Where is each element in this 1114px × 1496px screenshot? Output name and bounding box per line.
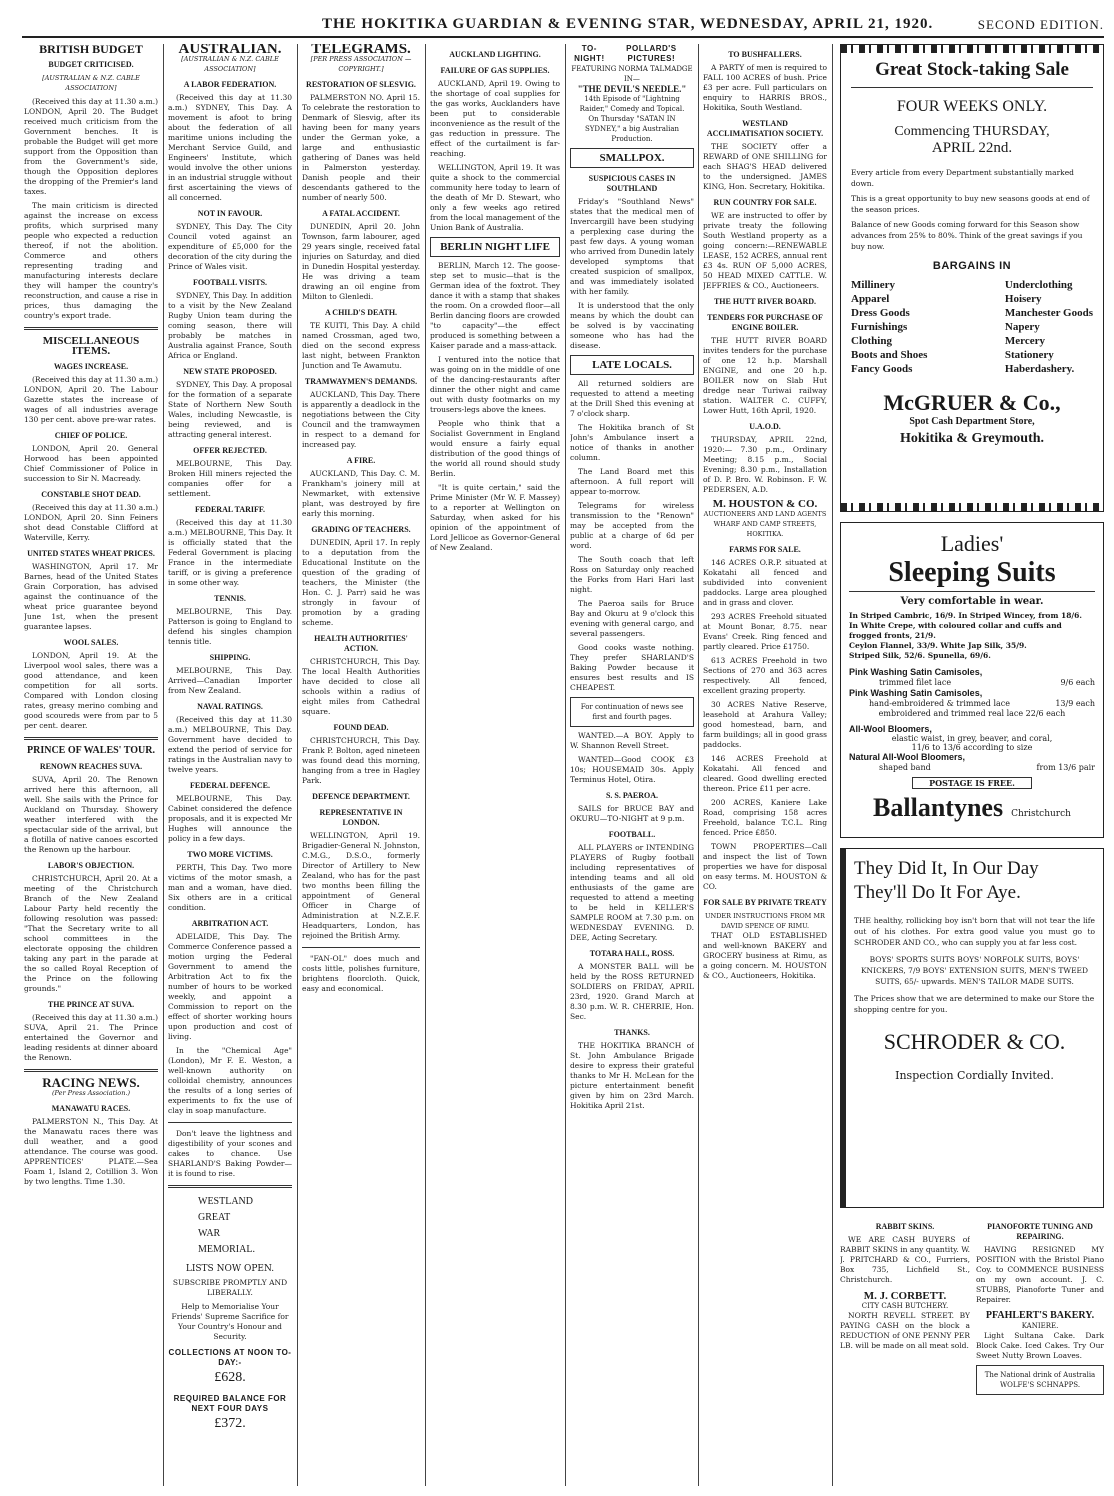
article-paragraph: SYDNEY, This Day. In addition to a visit by the New Zealand Rugby Union team during the coming season, there will probably be matches in Australia against France, South Africa or England.	[168, 291, 292, 360]
classified-ad: WE ARE CASH BUYERS of RABBIT SKINS in any quantity. W. J. PRITCHARD & CO., Furriers, Box 735, Lichfield St., Christchurch.	[840, 1235, 970, 1284]
classified-ad: SAILS for BRUCE BAY and OKURU—TO-NIGHT at 9 p.m.	[570, 804, 694, 823]
headline-smallpox: SMALLPOX.	[599, 152, 665, 164]
source-line: [PER PRESS ASSOCIATION — COPYRIGHT.]	[310, 55, 412, 73]
mcgruer-name: McGRUER & Co.,	[883, 390, 1061, 415]
article-paragraph: AUCKLAND, This Day. There is apparently a deadlock in the negotiations between the City Council and the tramwaymen in respect to a demand for increased pay.	[302, 390, 420, 449]
camisole-heading: Pink Washing Satin Camisoles,	[849, 688, 983, 698]
headline-prince-tour: PRINCE OF WALES' TOUR.	[27, 745, 155, 756]
subhead: PIANOFORTE TUNING AND REPAIRING.	[987, 1222, 1093, 1241]
thursday-line: On Thursday "SATAN IN SYDNEY," a big Australian Production.	[584, 115, 680, 143]
memorial-word: WESTLAND	[198, 1196, 253, 1207]
bargain-item: Stationery	[1004, 349, 1054, 361]
subhead: ARBITRATION ACT.	[191, 919, 269, 928]
subhead: A CHILD'S DEATH.	[324, 308, 398, 317]
article-paragraph: I ventured into the notice that was going on in the middle of one of the dancing-restaurants after dinner the other night and came out with dusty footmarks on my trousers-legs above the knees.	[430, 355, 560, 414]
classified-ad: THURSDAY, APRIL 22nd, 1920:— 7.30 p.m., Ordinary Meeting; 8.15 p.m., Social Evening; 8.30 p.m., Installation of D. P. Bro. W. Robinson. F. W. PEDERSEN, A.D.	[703, 435, 827, 494]
article-paragraph: In the "Chemical Age" (London), Mr F. E. Weston, a well-known authority on colloidal chemistry, announces the results of a long series of experiments to fix the use of clay in soap manufacture.	[168, 1046, 292, 1115]
headline-box	[570, 355, 694, 375]
camisole-price: 9/6 each	[1060, 678, 1095, 687]
classified-ad: 146 ACRES O.R.P. situated at Kokatahi all fenced and subdivided into convenient paddocks. Large area ploughed and in grass and clover.	[703, 558, 827, 607]
subhead: A FATAL ACCIDENT.	[322, 209, 400, 218]
classified-ad: WANTED—Good COOK £3 10s; HOUSEMAID 30s. Apply Terminus Hotel, Otira.	[570, 755, 694, 784]
schroder-text: The Prices show that we are determined to make our Store the shopping centre for you.	[854, 994, 1095, 1014]
classified-ad: 146 ACRES Freehold at Kokatahi. All fenced and cleared. Good dwelling erected thereon. Price £11 per acre.	[703, 754, 827, 793]
corbett-sub: CITY CASH BUTCHERY.	[861, 1302, 949, 1310]
column-rule	[565, 44, 566, 1486]
schroder-sub: Inspection Cordially Invited.	[895, 1069, 1054, 1082]
subscribe-line: SUBSCRIBE PROMPTLY AND LIBERALLY.	[172, 1278, 288, 1297]
subhead: GRADING OF TEACHERS.	[311, 525, 411, 534]
subhead: NAVAL RATINGS.	[197, 702, 263, 711]
article-paragraph: AUCKLAND, April 19. Owing to the shortage of coal supplies for the gas works, Aucklanders have been put to considerable inconvenience as the result of the gas reduction in pressure. The effect of the curtailment is far-reaching.	[430, 79, 560, 158]
private-treaty-sub: UNDER INSTRUCTIONS FROM MR DAVID SPENCE OF RIMU.	[705, 912, 825, 930]
film-title: "THE DEVIL'S NEEDLE."	[577, 84, 687, 94]
corbett-name: M. J. CORBETT.	[863, 1290, 947, 1302]
subhead: NEW STATE PROPOSED.	[183, 367, 277, 376]
schroder-text: THE healthy, rollicking boy isn't born that will not tear the life out of his clothes. For extra good value you must go to SCHRODER AND CO., who can supply you at far less cost.	[854, 916, 1095, 947]
pollard-label: POLLARD'S PICTURES!	[626, 44, 677, 63]
classified-ad: 293 ACRES Freehold situated at Mount Bonar, 8.75. near Evans' Creek. Ring fenced and partly cleared. Price £1750.	[703, 612, 827, 651]
pfahlert-name: PFAHLERT'S BAKERY.	[985, 1310, 1095, 1321]
featuring-line: FEATURING NORMA TALMADGE IN—	[571, 65, 693, 83]
price-row	[849, 677, 1095, 688]
subhead: SHIPPING.	[209, 653, 251, 662]
divider	[24, 737, 158, 740]
memorial-word: MEMORIAL.	[198, 1244, 255, 1255]
divider	[851, 87, 1093, 88]
bargain-item: Clothing	[851, 335, 892, 347]
masthead	[22, 8, 1104, 38]
bloomers-desc: 11/6 to 13/6 according to size	[911, 743, 1033, 752]
subhead: TWO MORE VICTIMS.	[187, 850, 273, 859]
article-paragraph: SYDNEY, This Day. A proposal for the formation of a separate State of Northern New South Wales, including Newcastle, is being reviewed, and is attracting general interest.	[168, 380, 292, 439]
ad-sharland: Don't leave the lightness and digestibility of your scones and cakes to chance. Use SHARLAND'S Baking Powder—it is found to rise.	[168, 1129, 292, 1178]
subhead: UNITED STATES WHEAT PRICES.	[27, 549, 155, 558]
ladies-sub: Very comfortable in wear.	[900, 596, 1044, 607]
divider	[302, 947, 420, 948]
headline-box	[430, 237, 560, 257]
subhead: FAILURE OF GAS SUPPLIES.	[440, 66, 550, 75]
memorial-help: Help to Memorialise Your Friends' Supreme Sacrifice for Your Country's Honour and Security.	[171, 1302, 289, 1341]
price-line: Striped Silk, 52/6. Spunella, 69/6.	[849, 651, 991, 660]
price-row	[849, 762, 1095, 773]
article-paragraph: (Received this day at 11.30 a.m.) MELBOURNE, This Day. Government have decided to extend the period of service for ratings in the Australian navy to twelve years.	[168, 715, 292, 774]
subhead: TO BUSHFALLERS.	[728, 50, 802, 59]
subhead: BUDGET CRITICISED.	[48, 60, 134, 69]
classified-ad: HAVING RESIGNED MY POSITION with the Bristol Piano Coy. to COMMENCE BUSINESS on my own account. J. C. STUBBS, Pianoforte Tuner and Repairer.	[976, 1245, 1104, 1304]
houston-subheading: AUCTIONEERS AND LAND AGENTS WHARF AND CAMP STREETS, HOKITIKA.	[703, 510, 827, 538]
classified-ad: WE are instructed to offer by private treaty the following South Westland property as a going concern:—RENEWABLE LEASE, 152 ACRES, annual rent £3 4s. RUN OF 5,000 ACRES, 50 HEAD MIXED CATTLE. W. JEFFRIES & CO., Auctioneers.	[703, 211, 827, 290]
subhead: MANAWATU RACES.	[51, 1104, 131, 1113]
column-rule	[832, 44, 833, 1486]
pfahlert-place: KANIERE.	[1021, 1322, 1059, 1330]
schnapps-ad: The National drink of Australia WOLFE'S SCHNAPPS.	[976, 1365, 1104, 1395]
stock-text: Every article from every Department substantially marked down.	[851, 168, 1074, 188]
classified-ad: THE HUTT RIVER BOARD invites tenders for the purchase of one 12 h.p. Marshall ENGINE, and one 20 h.p. BOILER now on Slab Hut dredge near Turiwai railway station. WALTER C. CUFFY, Lower Hutt, 16th April, 1920.	[703, 336, 827, 415]
commence-date: APRIL 22nd.	[931, 140, 1013, 156]
column-rule	[163, 44, 164, 1486]
subhead: CHIEF OF POLICE.	[54, 431, 128, 440]
lists-open: LISTS NOW OPEN.	[185, 1264, 275, 1274]
classified-ad: THAT OLD ESTABLISHED and well-known BAKERY and GROCERY business at Rimu, as a going concern. M. HOUSTON & CO., Auctioneers, Hokitika.	[703, 931, 827, 980]
subhead: WOOL SALES.	[63, 638, 119, 647]
classified-ad: 200 ACRES, Kaniere Lake Road, comprising 158 acres Freehold, balance T.C.L. Ring fenced. Price £850.	[703, 798, 827, 837]
classified-ad: THE HOKITIKA BRANCH of St. John Ambulance Brigade desire to express their grateful thanks to Mr H. McLean for the picture entertainment benefit given by him on 23rd March. Hokitika April 21st.	[570, 1041, 694, 1110]
four-weeks: FOUR WEEKS ONLY.	[896, 98, 1048, 115]
bargain-item: Millinery	[851, 279, 895, 291]
bloomers-desc: elastic waist, in grey, beaver, and coral,	[891, 734, 1053, 743]
ad-ladies-sleeping-suits	[840, 522, 1104, 838]
ladies-title: Ladies'	[940, 531, 1004, 556]
required-value: £372.	[214, 1416, 246, 1431]
headline-telegrams: TELEGRAMS.	[311, 44, 411, 57]
divider	[168, 1185, 292, 1188]
subhead: WAGES INCREASE.	[53, 362, 129, 371]
subhead: FOOTBALL VISITS.	[192, 278, 268, 287]
headline-berlin: BERLIN NIGHT LIFE	[440, 241, 550, 253]
article-paragraph: MELBOURNE, This Day. Cabinet considered the defence proposals, and it is expected Mr Hughes will announce the policy in a few days.	[168, 794, 292, 843]
ad-fanol: "FAN-OL" does much and costs little, polishes furniture, brightens floorcloth. Quick, easy and economical.	[302, 954, 420, 993]
column-rule	[425, 44, 426, 1486]
subhead: RENOWN REACHES SUVA.	[39, 762, 143, 771]
divider	[24, 327, 158, 330]
subhead: THE PRINCE AT SUVA.	[47, 1000, 135, 1009]
article-paragraph: (Received this day at 11.30 a.m.) SYDNEY, This Day. A movement is afoot to bring about the federation of all maritime unions including the Merchant Service Guild, and Engineers' Institute, which would involve the other unions in an industrial struggle without first ascertaining the views of all concerned.	[168, 93, 292, 202]
column-bottom-right	[976, 1216, 1104, 1492]
ballantynes-sign	[849, 793, 1095, 823]
article-paragraph: All returned soldiers are requested to attend a meeting at the Drill Shed this evening at 7 o'clock sharp.	[570, 379, 694, 418]
subhead: AUCKLAND LIGHTING.	[449, 50, 541, 59]
classified-ad: 30 ACRES Native Reserve, leasehold at Arahura Valley; good homestead, barn, and farm buildings; all in good grass paddocks.	[703, 700, 827, 749]
bargain-item: Fancy Goods	[851, 363, 913, 375]
column-rule	[297, 44, 298, 1486]
ad-border-stripe	[841, 503, 1103, 511]
memorial-word: WAR	[198, 1228, 221, 1239]
camisole-desc: trimmed filet lace	[879, 678, 952, 687]
subhead: TRAMWAYMEN'S DEMANDS.	[304, 377, 418, 386]
article-paragraph: PALMERSTON NO. April 15. To celebrate the restoration to Denmark of Slesvig, after its having been for many years under the German yoke, a large and enthusiastic gathering of Danes was held in Palmerston yesterday. Danish people and their descendants gathered to the number of nearly 500.	[302, 93, 420, 202]
column-auckland	[430, 44, 560, 1484]
article-paragraph: BERLIN, March 12. The goose-step set to music—that is the German idea of the foxtrot. They dance it with a stamp that shakes the room. On a crowded floor—all Berlin dancing floors are crowded "to capacity"—the effect produced is something between a Kaiser parade and a mass-attack.	[430, 261, 560, 350]
subhead: A LABOR FEDERATION.	[183, 80, 277, 89]
memorial-word: GREAT	[198, 1212, 231, 1223]
subhead: FOUND DEAD.	[333, 723, 389, 732]
bargain-item: Apparel	[851, 293, 890, 305]
bloomers-desc: shaped band	[879, 763, 931, 772]
source-line: [AUSTRALIAN & N.Z. CABLE ASSOCIATION]	[181, 55, 279, 73]
article-paragraph: PALMERSTON N., This Day. At the Manawatu races there was dull weather, and a good attendance. The course was good. APPRENTICES' PLATE.—Sea Foam 1, Island 2, Cotillion 3. Won by two lengths. Time 1.30.	[24, 1117, 158, 1186]
subhead: FEDERAL TARIFF.	[194, 505, 266, 514]
subhead: LABOR'S OBJECTION.	[47, 861, 135, 870]
article-paragraph: It is understood that the only means by which the doubt can be solved is by vaccinating someone who has had the disease.	[570, 301, 694, 350]
pictures-bar	[570, 44, 694, 64]
source-line: (Per Press Association.)	[52, 1089, 130, 1097]
price-line: In White Crepe, with coloured collar and cuffs and frogged fronts, 21/9.	[849, 621, 1062, 640]
ballantynes-name: Ballantynes	[873, 793, 1004, 822]
article-paragraph: CHRISTCHURCH, This Day. Frank P. Bolton, aged nineteen was found dead this morning, hanging from a tree in Hagley Park.	[302, 736, 420, 785]
stock-text: Balance of new Goods coming forward for this Season show advances from 25% to 80%. Think of the great savings if you buy now.	[851, 220, 1083, 251]
collections-value: £628.	[214, 1370, 246, 1385]
newspaper-title: THE HOKITIKA GUARDIAN & EVENING STAR, WEDNESDAY, APRIL 21, 1920.	[322, 16, 934, 32]
schroder-title: They Did It, In Our Day	[854, 858, 1039, 879]
bargain-item: Mercery	[1004, 335, 1045, 347]
subhead: DEFENCE DEPARTMENT.	[312, 792, 410, 801]
subhead: FOR SALE BY PRIVATE TREATY	[703, 898, 827, 907]
classified-ad: A MONSTER BALL will be held by the ROSS RETURNED SOLDIERS on FRIDAY, APRIL 23rd, 1920. Grand March at 8.30 p.m. W. R. CHERRIE, Hon. Sec.	[570, 962, 694, 1021]
bargain-item: Manchester Goods	[1004, 307, 1093, 319]
divider	[24, 1069, 158, 1072]
article-paragraph: "It is quite certain," said the Prime Minister (Mr W. F. Massey) to a reporter at Wellington on Saturday, when asked for his opinion of the appointment of Lord Jellicoe as Governor-General of New Zealand.	[430, 483, 560, 552]
subhead: HEALTH AUTHORITIES' ACTION.	[314, 634, 408, 653]
bargain-item: Hoisery	[1004, 293, 1042, 305]
classified-ad: NORTH REVELL STREET. BY PAYING CASH on the block a REDUCTION of ONE PENNY PER LB. will be made on all meat sold.	[840, 1311, 970, 1350]
column-classifieds	[703, 44, 827, 1484]
headline-british-budget: BRITISH BUDGET	[39, 44, 143, 56]
classified-ad: THE SOCIETY offer a REWARD of ONE SHILLING for each SHAG'S HEAD delivered to the undersigned. JAMES KING, Hon. Secretary, Hokitika.	[703, 142, 827, 191]
bargain-lists	[851, 278, 1093, 376]
bargain-list-right	[1005, 278, 1093, 376]
camisole-desc: embroidered and trimmed real lace 22/6 each	[878, 709, 1066, 718]
postage-free: POSTAGE IS FREE.	[912, 777, 1032, 789]
stock-title: Great Stock-taking Sale	[875, 59, 1069, 80]
article-paragraph: MELBOURNE, This Day. Arrived—Canadian Importer from New Zealand.	[168, 666, 292, 695]
article-paragraph: (Received this day at 11.30 a.m.) LONDON, April 20. Sinn Feiners shot dead Constable Clifford at Waterville, Kerry.	[24, 503, 158, 542]
article-paragraph: The Paeroa sails for Bruce Bay and Okuru at 9 o'clock this evening with general cargo, and several passengers.	[570, 599, 694, 638]
sleeping-suits-title: Sleeping Suits	[849, 557, 1095, 592]
article-paragraph: SYDNEY, This Day. The City Council voted against an expenditure of £5,000 for the decoration of the city during the Prince of Wales visit.	[168, 222, 292, 271]
article-paragraph: DUNEDIN, April 20. John Townson, farm labourer, aged 29 years single, received fatal injuries on Saturday, and died in Dunedin Hospital yesterday. He was driving a team drawing an oil engine from Milton to Glenledi.	[302, 222, 420, 301]
subhead: REPRESENTATIVE IN LONDON.	[319, 808, 403, 827]
article-paragraph: (Received this day at 11.30 a.m.) LONDON, April 20. The Budget received much criticism from the Government benches. It is probable the Budget will get more support from the Opposition than from the Government's side, though the Opposition deplores the dropping of the Premier's land taxes.	[24, 97, 158, 196]
article-paragraph: WASHINGTON, April 17. Mr Barnes, head of the United States Grain Corporation, has advised against the continuance of the wheat price guarantee beyond June 1st, when the present guarantee lapses.	[24, 562, 158, 631]
bargain-list-left	[851, 278, 927, 376]
houston-heading: M. HOUSTON & CO.	[712, 498, 818, 510]
headline-misc-items: MISCELLANEOUS ITEMS.	[42, 335, 140, 357]
classified-ad: 613 ACRES Freehold in two Sections of 270 and 363 acres respectively. All fenced, excellent grazing property.	[703, 656, 827, 695]
article-paragraph: PERTH, This Day. Two more victims of the motor smash, a man and a woman, have died. Six others are in a critical condition.	[168, 863, 292, 912]
bloomers-price: from 13/6 pair	[1036, 763, 1095, 772]
required-label: REQUIRED BALANCE FOR NEXT FOUR DAYS	[173, 1394, 287, 1413]
subhead: FEDERAL DEFENCE.	[189, 781, 270, 790]
episode-line: 14th Episode of "Lightning Raider," Comedy and Topical.	[579, 95, 685, 113]
headline-late-locals: LATE LOCALS.	[592, 359, 672, 371]
bargain-item: Dress Goods	[851, 307, 910, 319]
schroder-title: They'll Do It For Aye.	[854, 882, 1021, 903]
article-paragraph: The South coach that left Ross on Saturday only reached the Forks from Hari Hari last night.	[570, 555, 694, 594]
price-line: In Striped Cambric, 16/9. In Striped Wincey, from 18/6.	[849, 611, 1082, 620]
mcgruer-towns: Hokitika & Greymouth.	[899, 431, 1045, 446]
subhead: U.A.O.D.	[749, 422, 781, 431]
article-paragraph: LONDON, April 20. General Horwood has been appointed Chief Commissioner of Police in succession to Sir N. Macready.	[24, 444, 158, 483]
article-paragraph: People who think that a Socialist Government in England would ensure a fairly equal distribution of the good things of the world all round should study Berlin.	[430, 419, 560, 478]
ballantynes-city: Christchurch	[1011, 809, 1071, 819]
schroder-text: BOYS' SPORTS SUITS BOYS' NORFOLK SUITS, BOYS' KNICKERS, 7/9 BOYS' EXTENSION SUITS, MEN'S TWEED SUITS, 65/- upwards. MEN'S TAILOR MADE SUITS.	[860, 955, 1089, 986]
subhead: SUSPICIOUS CASES IN SOUTHLAND	[588, 174, 676, 193]
article-paragraph: The Hokitika branch of St John's Ambulance insert a notice of thanks in another column.	[570, 423, 694, 462]
bloomers-heading: Natural All-Wool Bloomers,	[849, 752, 966, 762]
tonight-label: TO-NIGHT!	[574, 44, 605, 63]
column-australian	[168, 44, 292, 1484]
headline-racing-news: RACING NEWS.	[42, 1075, 140, 1090]
article-paragraph: Friday's "Southland News" states that the medical men of Invercargill have been studying a perplexing case during the past few days. A young woman who arrived from Dunedin lately developed symptoms that created suspicion of smallpox, and was immediately isolated with her family.	[570, 197, 694, 296]
article-paragraph: LONDON, April 19. At the Liverpool wool sales, there was a good attendance, and keen competition for all sorts. Compared with London closing rates, greasy merino combing and good scoureds were from par to 5 per cent. dearer.	[24, 651, 158, 730]
article-paragraph: The Land Board met this afternoon. A full report will appear to-morrow.	[570, 467, 694, 496]
bargain-item: Haberdashery.	[1004, 363, 1075, 375]
article-paragraph: The main criticism is directed against the increase on excess profits, which surprised many people who expected a reduction thereof, if not the abolition. Commerce and others representing trading and manufacturing interests declare they will hamper the country's reconstruction, and cause a rise in prices, thus damaging the country's export trade.	[24, 201, 158, 320]
continuation-note: For continuation of news see first and fourth pages.	[570, 697, 694, 727]
subhead: TOTARA HALL, ROSS.	[589, 949, 675, 958]
stock-text: This is a great opportunity to buy new seasons goods at end of the season prices.	[851, 194, 1090, 214]
article-paragraph: Good cooks waste nothing. They prefer SHARLAND'S Baking Powder because it ensures best results and IS CHEAPEST.	[570, 643, 694, 692]
subhead: OFFER REJECTED.	[193, 446, 267, 455]
subhead: TENDERS FOR PURCHASE OF ENGINE BOILER.	[707, 313, 823, 332]
ad-schroder	[840, 848, 1104, 1208]
article-paragraph: SUVA, April 20. The Renown arrived here this afternoon, all well. She sails with the Prince for Auckland on Thursday. Showery weather interfered with the spectacular side of the arrival, but a flotilla of native canoes escorted the Renown up the harbour.	[24, 775, 158, 854]
bargain-item: Boots and Shoes	[851, 349, 928, 361]
price-line: Ceylon Flannel, 33/9. White Jap Silk, 35/9.	[849, 641, 1027, 650]
subhead: THANKS.	[614, 1028, 650, 1037]
subhead: CONSTABLE SHOT DEAD.	[41, 490, 141, 499]
article-paragraph: CHRISTCHURCH, April 20. At a meeting of the Christchurch Branch of the New Zealand Labour Party held recently the following resolution was passed: "That the Secretary write to all school committees in the electorate opposing the children taking any part in the parade at the so called Royal Reception of the Prince on the following grounds."	[24, 874, 158, 993]
ad-border-stripe	[841, 45, 1103, 53]
divider	[168, 1122, 292, 1123]
column-rule	[698, 44, 699, 1486]
column-british-budget	[24, 44, 158, 1484]
column-telegrams	[302, 44, 420, 1484]
camisole-desc: hand-embroidered & trimmed lace	[869, 699, 1010, 708]
edition-label: SECOND EDITION.	[977, 17, 1104, 32]
bargains-heading: BARGAINS IN	[932, 260, 1012, 272]
subhead: A FIRE.	[346, 456, 376, 465]
headline-box	[570, 148, 694, 168]
subhead: RESTORATION OF SLESVIG.	[306, 80, 416, 89]
column-local	[570, 44, 694, 1484]
ad-stocktaking-sale	[840, 44, 1104, 512]
subhead: NOT IN FAVOUR.	[197, 209, 263, 218]
bargain-item: Underclothing	[1004, 279, 1073, 291]
bloomers-heading: All-Wool Bloomers,	[849, 724, 932, 734]
column-bottom-left	[840, 1216, 970, 1492]
subhead: WESTLAND ACCLIMATISATION SOCIETY.	[706, 119, 824, 138]
classified-ad: ALL PLAYERS or INTENDING PLAYERS of Rugby football including representatives of intending teams and all old enthusiasts of the game are requested to attend a meeting to be held in KELLER'S SAMPLE ROOM at 7.30 p.m. on WEDNESDAY EVENING. D. DEE, Acting Secretary.	[570, 843, 694, 942]
subhead: FARMS FOR SALE.	[729, 545, 801, 554]
subhead: RUN COUNTRY FOR SALE.	[713, 198, 817, 207]
classified-ad: A PARTY of men is required to FALL 100 ACRES of bush. Price £3 per acre. Full particulars on enquiry to HARRIS BROS., Hokitika, South Westland.	[703, 63, 827, 112]
subhead: FOOTBALL.	[608, 830, 656, 839]
article-paragraph: CHRISTCHURCH, This Day. The local Health Authorities have decided to close all schools within a radius of eight miles from Cathedral square.	[302, 657, 420, 716]
classified-ad: Light Sultana Cake. Dark Block Cake. Iced Cakes. Try Our Sweet Nutty Brown Loaves.	[976, 1331, 1104, 1360]
subhead: RABBIT SKINS.	[875, 1222, 935, 1231]
subhead: S. S. PAEROA.	[605, 791, 659, 800]
bargain-item: Furnishings	[851, 321, 908, 333]
article-paragraph: DUNEDIN, April 17. In reply to a deputation from the Educational Institute on the question of the grading of teachers, the Minister (the Hon. C. J. Parr) said he was strongly in favour of promotion by a grading scheme.	[302, 538, 420, 627]
subhead: TENNIS.	[214, 594, 246, 603]
classified-ad: WANTED.—A BOY. Apply to W. Shannon Revell Street.	[570, 731, 694, 750]
commencing: Commencing THURSDAY,	[894, 124, 1050, 139]
article-paragraph: ADELAIDE, This Day. The Commerce Conference passed a motion urging the Federal Government to amend the Arbitration Act to fix the number of hours to be worked weekly, and appoint a Commission to report on the effect of shorter working hours upon production and cost of living.	[168, 932, 292, 1041]
article-paragraph: (Received this day at 11.30 a.m.) MELBOURNE, This Day. It is officially stated that the Federal Government is placing France in the intermediate tariff, or is giving a preference in some other way.	[168, 518, 292, 587]
subhead: THE HUTT RIVER BOARD.	[713, 297, 817, 306]
article-paragraph: (Received this day at 11.30 a.m.) LONDON, April 20. The Labour Gazette states the increase of wages of all industries average 130 per cent. above pre-war rates.	[24, 375, 158, 424]
bargain-item: Napery	[1004, 321, 1040, 333]
article-paragraph: Telegrams for wireless transmission to the "Renown" may be accepted from the public at a charge of 6d per word.	[570, 501, 694, 550]
classified-ad: TOWN PROPERTIES—Call and inspect the list of Town properties we have for disposal on easy terms. M. HOUSTON & CO.	[703, 842, 827, 891]
schroder-name: SCHRODER & CO.	[883, 1029, 1066, 1054]
camisole-price: 13/9 each	[1055, 699, 1095, 708]
collections-label: COLLECTIONS AT NOON TO-DAY:-	[168, 1348, 292, 1367]
article-paragraph: MELBOURNE, This Day. Patterson is going to England to defend his singles champion tennis title.	[168, 607, 292, 646]
mcgruer-sub: Spot Cash Department Store,	[909, 416, 1035, 427]
article-paragraph: WELLINGTON, April 19. It was quite a shock to the commercial community here today to learn of the death of Mr D. Stewart, who only a few weeks ago retired from the local management of the Union Bank of Australia.	[430, 163, 560, 232]
source-line: [AUSTRALIAN & N.Z. CABLE ASSOCIATION]	[42, 74, 140, 92]
article-paragraph: AUCKLAND, This Day. C. M. Frankham's joinery mill at Newmarket, with extensive plant, was destroyed by fire early this morning.	[302, 469, 420, 518]
war-memorial-block	[198, 1194, 292, 1258]
camisole-heading: Pink Washing Satin Camisoles,	[849, 667, 983, 677]
article-paragraph: (Received this day at 11.30 a.m.) SUVA, April 21. The Prince entertained the Governor and leading residents at dinner aboard the Renown.	[24, 1013, 158, 1062]
article-paragraph: WELLINGTON, April 19. Brigadier-General N. Johnston, C.M.G., D.S.O., formerly Director of Artillery to New Zealand, who has for the past two months been filling the appointment of General Officer in Charge of Administration at N.Z.E.F. Headquarters, London, has rejoined the British Army.	[302, 831, 420, 940]
article-paragraph: TE KUITI, This Day. A child named Crossman, aged two, died on the second express last night, between Frankton Junction and Te Awamutu.	[302, 321, 420, 370]
price-row	[849, 698, 1095, 709]
headline-australian: AUSTRALIAN.	[178, 44, 282, 57]
article-paragraph: MELBOURNE, This Day. Broken Hill miners rejected the companies offer for a settlement.	[168, 459, 292, 498]
